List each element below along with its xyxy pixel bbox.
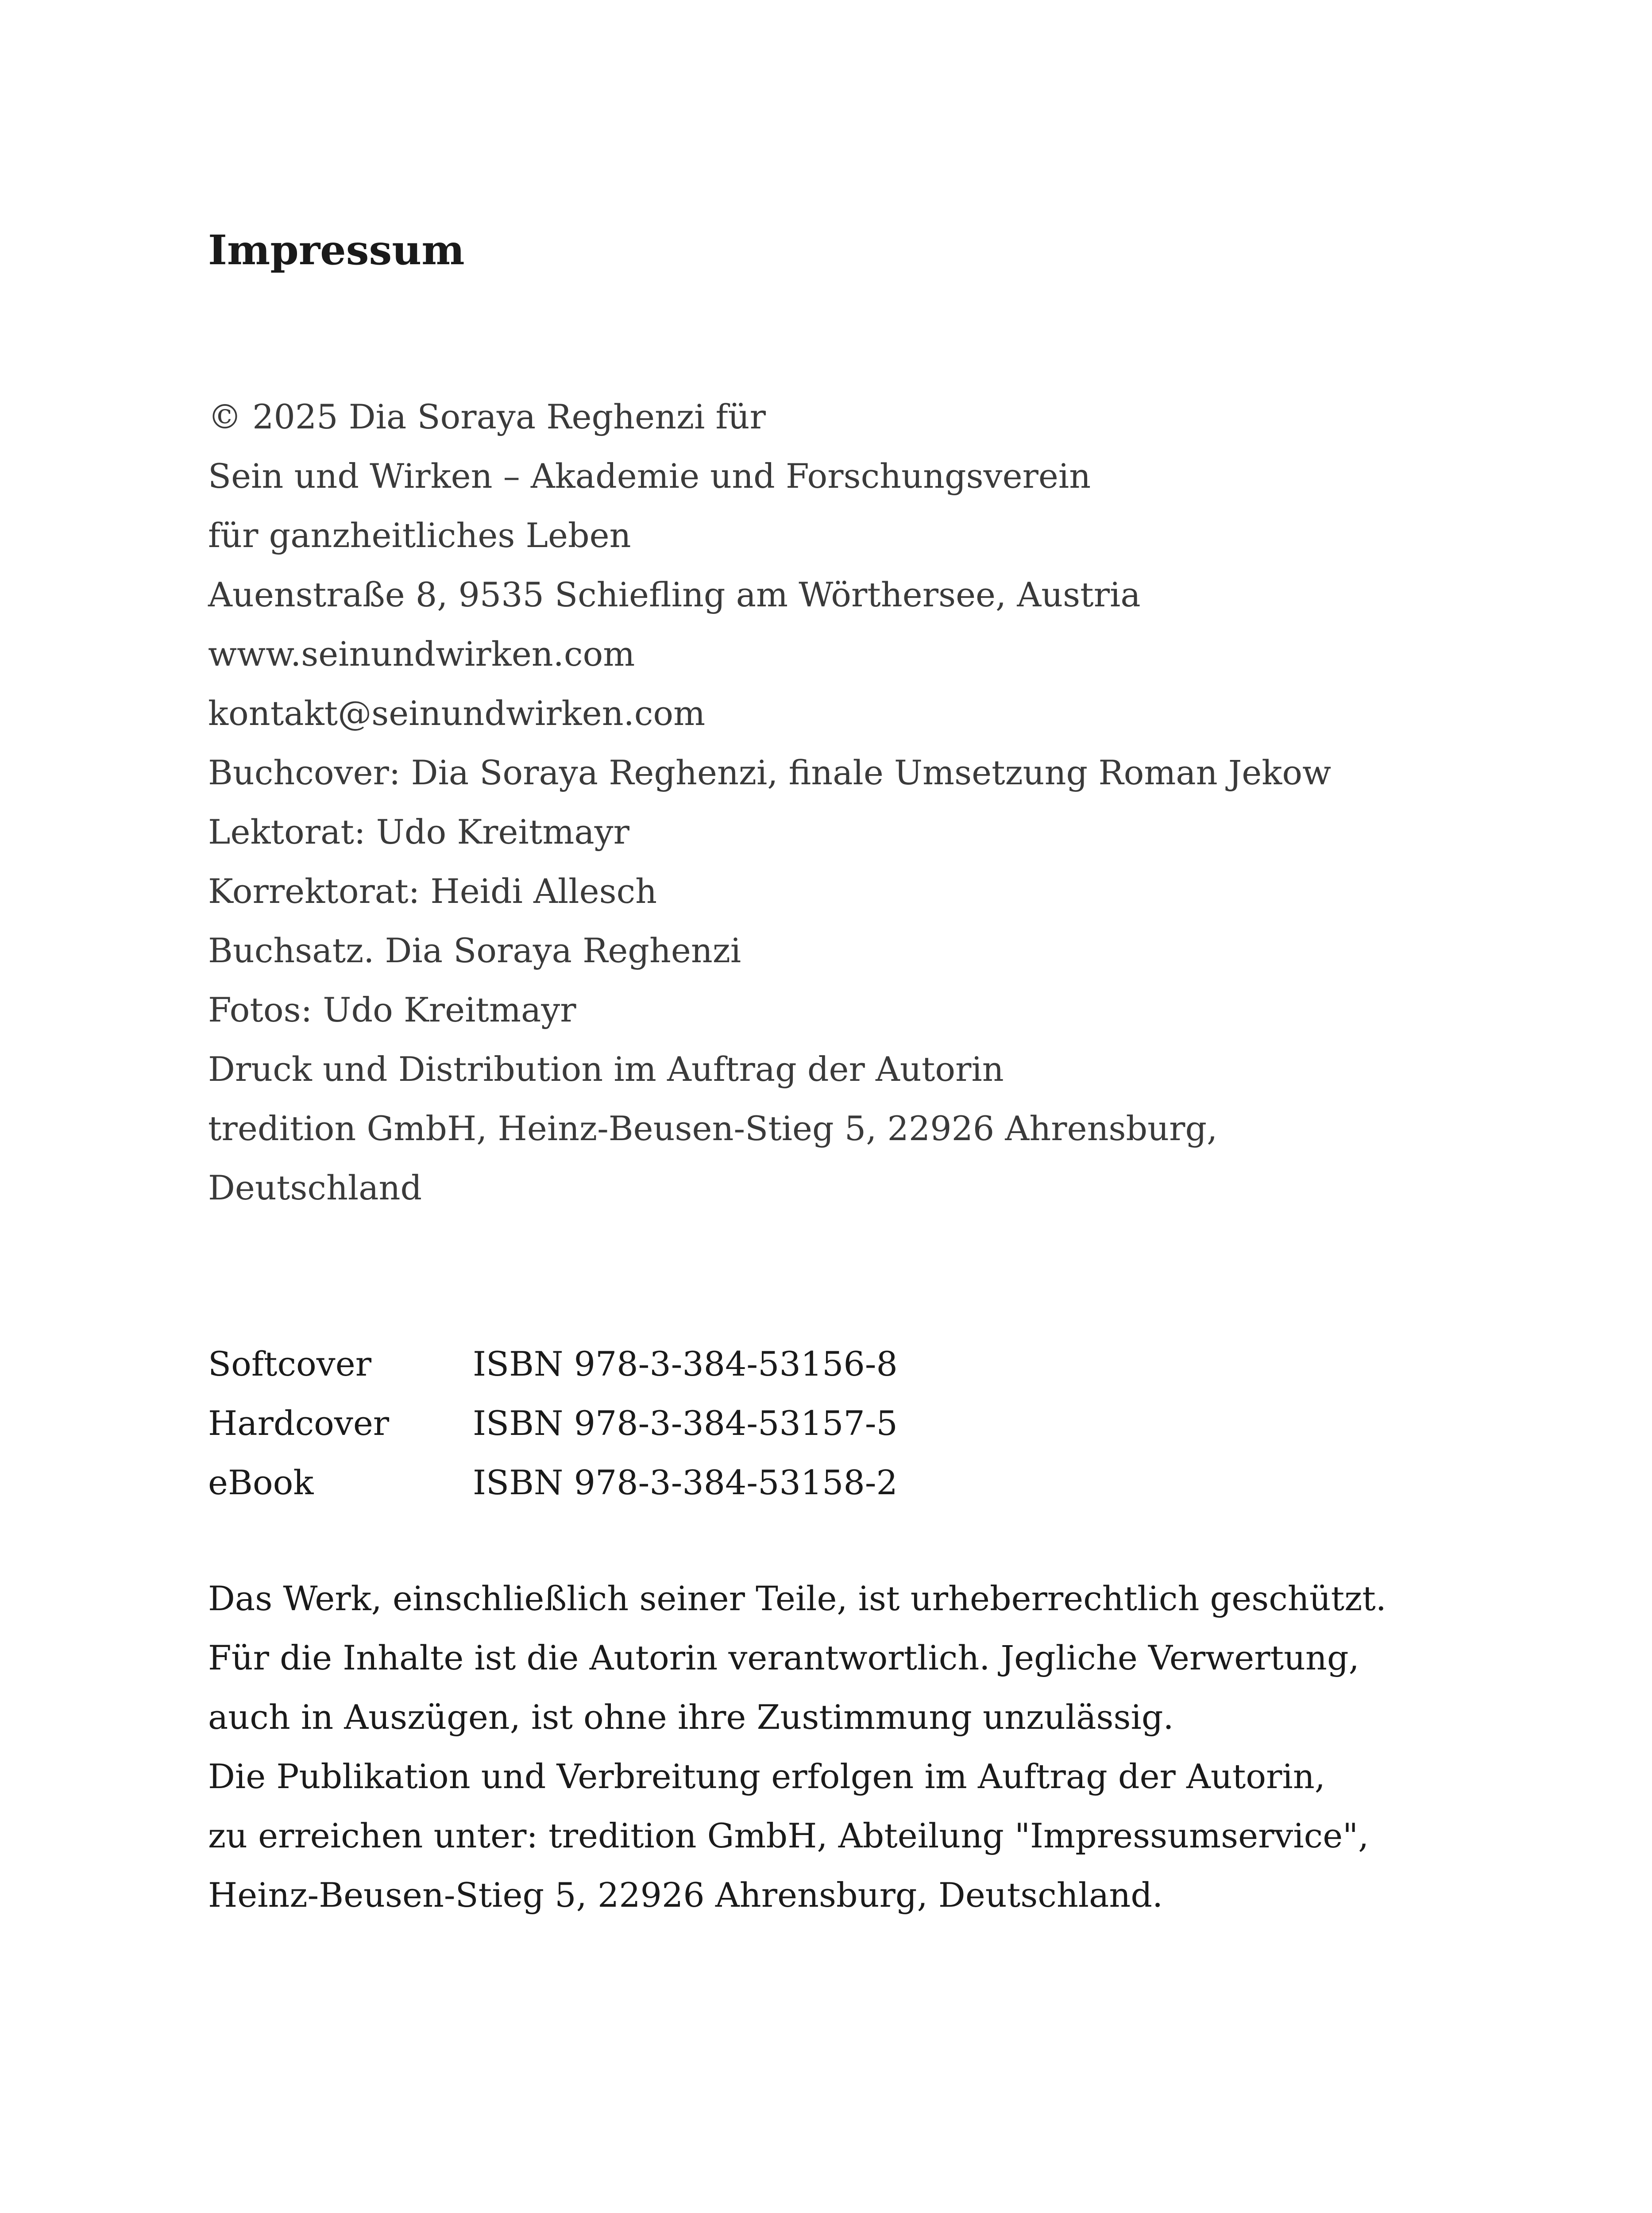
isbn-number: ISBN 978-3-384-53158-2	[473, 1463, 898, 1502]
page-title: Impressum	[208, 226, 465, 274]
isbn-format: Hardcover	[208, 1403, 390, 1443]
distribution-line: Druck und Distribution im Auftrag der Autorin	[208, 1049, 1004, 1089]
legal-line: Das Werk, einschließlich seiner Teile, ist urheberrechtlich geschützt.	[208, 1579, 1386, 1618]
proofreading-credit-line: Korrektorat: Heidi Allesch	[208, 871, 657, 911]
distributor-address-line: tredition GmbH, Heinz-Beusen-Stieg 5, 22926 Ahrensburg,	[208, 1109, 1218, 1148]
isbn-row-ebook	[208, 1453, 898, 1512]
distributor-country-line: Deutschland	[208, 1168, 422, 1207]
publisher-name-line: Sein und Wirken – Akademie und Forschungsverein	[208, 456, 1091, 496]
legal-line: Heinz-Beusen-Stieg 5, 22926 Ahrensburg, Deutschland.	[208, 1875, 1163, 1915]
photo-credit-line: Fotos: Udo Kreitmayr	[208, 990, 576, 1029]
legal-line: auch in Auszügen, ist ohne ihre Zustimmung unzulässig.	[208, 1697, 1174, 1737]
imprint-page	[208, 0, 1536, 2213]
legal-line: zu erreichen unter: tredition GmbH, Abteilung "Impressumservice",	[208, 1816, 1369, 1855]
cover-credit-line: Buchcover: Dia Soraya Reghenzi, finale Umsetzung Roman Jekow	[208, 753, 1332, 792]
isbn-number: ISBN 978-3-384-53156-8	[473, 1344, 898, 1384]
isbn-format: eBook	[208, 1463, 314, 1502]
isbn-row-hardcover	[208, 1394, 898, 1453]
editing-credit-line: Lektorat: Udo Kreitmayr	[208, 812, 629, 852]
copyright-line: © 2025 Dia Soraya Reghenzi für	[208, 397, 766, 436]
typesetting-credit-line: Buchsatz. Dia Soraya Reghenzi	[208, 931, 741, 970]
publisher-name-line-2: für ganzheitliches Leben	[208, 516, 631, 555]
legal-line: Die Publikation und Verbreitung erfolgen im Auftrag der Autorin,	[208, 1757, 1325, 1796]
isbn-table	[208, 1334, 898, 1512]
website-line: www.seinundwirken.com	[208, 634, 635, 674]
isbn-format: Softcover	[208, 1344, 372, 1384]
email-line: kontakt@seinundwirken.com	[208, 694, 706, 733]
isbn-row-softcover	[208, 1334, 898, 1394]
isbn-number: ISBN 978-3-384-53157-5	[473, 1403, 898, 1443]
legal-notice	[208, 1569, 1386, 1925]
imprint-block	[208, 387, 1331, 1218]
address-line: Auenstraße 8, 9535 Schiefling am Wörthersee, Austria	[208, 575, 1141, 614]
legal-line: Für die Inhalte ist die Autorin verantwortlich. Jegliche Verwertung,	[208, 1638, 1359, 1677]
